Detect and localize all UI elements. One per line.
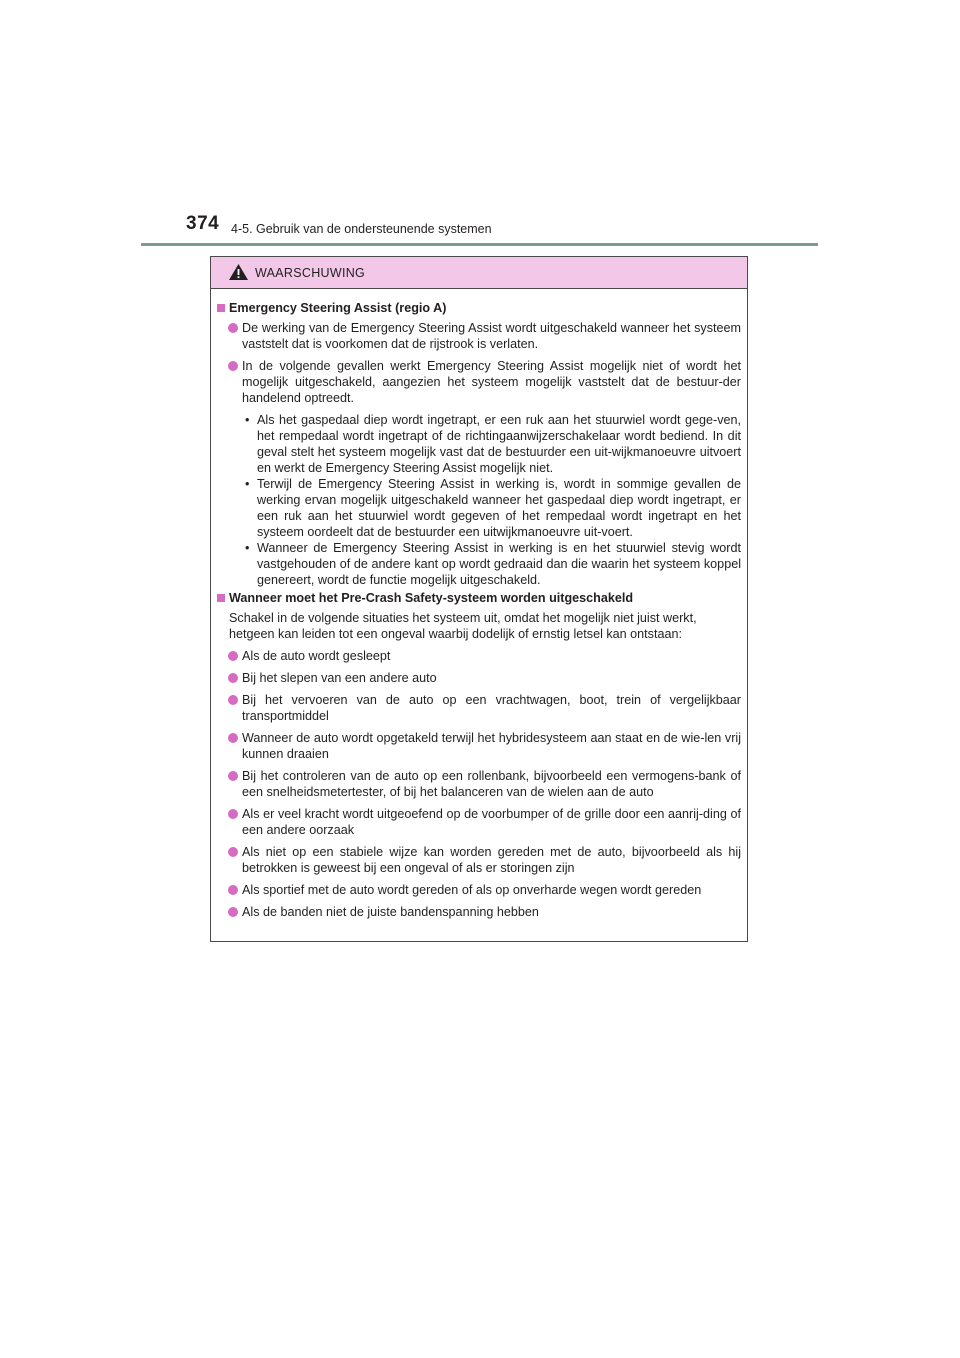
small-bullet-icon: •	[245, 477, 250, 491]
list-item-text: Als niet op een stabiele wijze kan worden gereden met de auto, bijvoorbeeld als hij betrokken is geweest bij een ongeval of als er storingen zijn	[242, 845, 741, 875]
warning-title: WAARSCHUWING	[255, 266, 366, 280]
section-title: 4-5. Gebruik van de ondersteunende systemen	[231, 222, 492, 236]
circle-bullet-icon	[228, 695, 238, 705]
warning-body	[211, 289, 747, 920]
circle-bullet-icon	[228, 733, 238, 743]
heading-text: Emergency Steering Assist (regio A)	[229, 301, 447, 315]
square-bullet-icon	[217, 594, 225, 602]
heading-text: Wanneer moet het Pre-Crash Safety-systeem worden uitgeschakeld	[229, 591, 634, 605]
small-bullet-icon: •	[245, 413, 250, 427]
list-item	[217, 730, 741, 762]
list-item	[217, 844, 741, 876]
page-number: 374	[186, 213, 220, 234]
list-item-text: Als de auto wordt gesleept	[242, 649, 391, 663]
list-item-text: Als er veel kracht wordt uitgeoefend op de voorbumper of de grille door een aanrij-ding of een andere oorzaak	[242, 807, 741, 837]
sub-item-text: Terwijl de Emergency Steering Assist in werking is, wordt in sommige gevallen de werking ervan mogelijk uitgeschakeld wanneer het gaspedaal diep wordt ingetrapt, er een ruk aan het stuurwiel wordt gegeven of het rempedaal wordt ingetrapt en het systeem oordeelt dat de bestuurder een uitwijkmanoeuvre uit-voert.	[257, 477, 741, 539]
warning-box	[210, 256, 748, 942]
circle-bullet-icon	[228, 651, 238, 661]
section-intro: Schakel in de volgende situaties het systeem uit, omdat het mogelijk niet juist werkt, hetgeen kan leiden tot een ongeval waarbij dodelijk of ernstig letsel kan ontstaan:	[229, 611, 697, 641]
circle-bullet-icon	[228, 323, 238, 333]
sub-item-text: Wanneer de Emergency Steering Assist in werking is en het stuurwiel stevig wordt vastgehouden of de andere kant op wordt gedraaid dan die waarin het systeem koppel genereert, wordt de functie mogelijk uitgeschakeld.	[257, 541, 741, 587]
list-item-text: In de volgende gevallen werkt Emergency Steering Assist mogelijk niet of wordt het mogelijk uitgeschakeld, aangezien het systeem mogelijk vaststelt dat de bestuur-der handelend optreedt.	[242, 359, 741, 405]
list-item	[217, 320, 741, 352]
list-item	[217, 358, 741, 406]
sub-item-text: Als het gaspedaal diep wordt ingetrapt, er een ruk aan het stuurwiel wordt gege-ven, het rempedaal wordt ingetrapt of de richtingaanwijzerschakelaar wordt bediend. In dit geval stelt het systeem mogelijk vast dat de bestuurder een uit-wijkmanoeuvre uitvoert en werkt de Emergency Steering Assist mogelijk niet.	[257, 413, 741, 475]
square-bullet-icon	[217, 304, 225, 312]
sub-list	[217, 412, 741, 588]
list-item-text: Bij het controleren van de auto op een rollenbank, bijvoorbeeld een vermogens-bank of een snelheidsmetertester, of bij het balanceren van de wielen aan de auto	[242, 769, 741, 799]
list-item	[217, 768, 741, 800]
circle-bullet-icon	[228, 885, 238, 895]
header-rule	[141, 243, 818, 246]
list-item-text: Als de banden niet de juiste bandenspanning hebben	[242, 905, 539, 919]
list-item	[217, 648, 741, 664]
circle-bullet-icon	[228, 361, 238, 371]
list-item	[217, 670, 741, 686]
section-heading	[217, 300, 741, 316]
sub-list-item	[217, 476, 741, 540]
circle-bullet-icon	[228, 847, 238, 857]
sub-list-item	[217, 540, 741, 588]
section-heading	[217, 590, 741, 606]
list-item-text: Bij het slepen van een andere auto	[242, 671, 437, 685]
warning-header	[211, 257, 747, 289]
list-item-text: Bij het vervoeren van de auto op een vrachtwagen, boot, trein of vergelijkbaar transportmiddel	[242, 693, 741, 723]
circle-bullet-icon	[228, 771, 238, 781]
list-item-text: De werking van de Emergency Steering Assist wordt uitgeschakeld wanneer het systeem vaststelt dat is voorkomen dat de rijstrook is verlaten.	[242, 321, 741, 351]
circle-bullet-icon	[228, 809, 238, 819]
list-item	[217, 806, 741, 838]
list-item-text: Als sportief met de auto wordt gereden of als op onverharde wegen wordt gereden	[242, 883, 702, 897]
list-item	[217, 882, 741, 898]
circle-bullet-icon	[228, 907, 238, 917]
small-bullet-icon: •	[245, 541, 250, 555]
warning-triangle-icon	[228, 263, 249, 281]
list-item-text: Wanneer de auto wordt opgetakeld terwijl het hybridesysteem aan staat en de wie-len vrij kunnen draaien	[242, 731, 741, 761]
circle-bullet-icon	[228, 673, 238, 683]
list-item	[217, 692, 741, 724]
sub-list-item	[217, 412, 741, 476]
list-item	[217, 904, 741, 920]
